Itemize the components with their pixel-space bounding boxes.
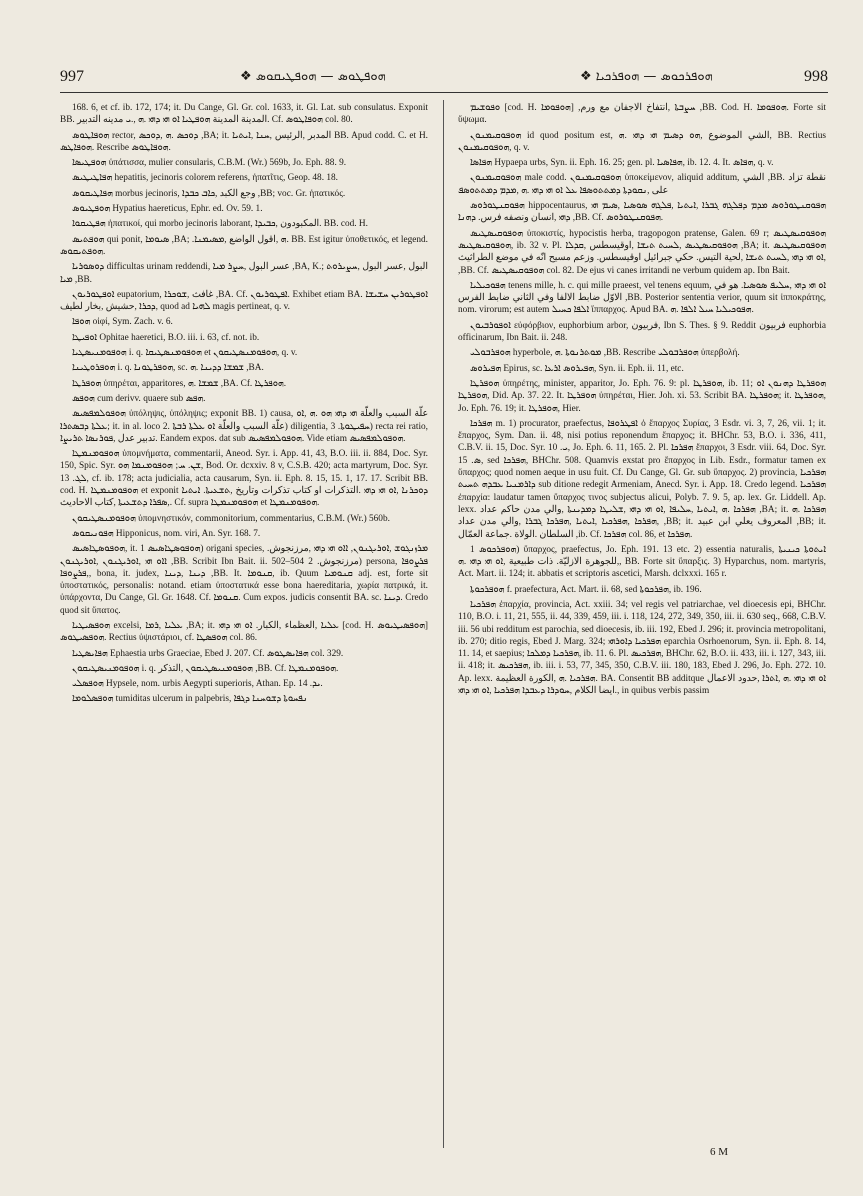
dictionary-entry: ܐܘܦܛܘܪܝܘܢ eupatorium, غافث ,ܫܘܟܪܐ ,BA. Cf. ܐܦܛܘܪܝܘܢ. Exhibet etiam BA. ܐܘܦܛܘܪܝܢ ܚܫܝܫܐ ܕܟܪܐ ,حشيش ,بخار لطيف, quod ad ܠܗܝܐ magis pertineat, q. v. [60, 289, 428, 313]
right-page-number: 998 [804, 68, 828, 85]
dictionary-entry: ܗܘܦܘܩܝܡܢܘܢ male codd. ܗܘܦܘܩܝܡܢܘܢ ὑποκείμενον, aliquid additum, الشي ,BB. نقطة تزاد على ,ܢܩܘܕܬܐ ܕܡܬܬܘܣܦܐ ܥܠ ܐܘ ܗܝ ܕܗܝ .ܗ ,ܡܕܡ ܕܡܬܬܘܣܦ [458, 173, 827, 196]
dictionary-entry: ܗܘܦܘܩܝܡܢܘܢ id quod positum est, الشي الموضوع ,ܗܘ ܕܣܝܡ ܗܝ ܕܗܝ .ܗ, BB. Rectius ܗܘܦܘܩܝܡܢܘܢ, q. v. [458, 130, 827, 153]
dictionary-entry: ܗܘܦܘܩܝܣܛܝܣ ὑποκιστίς, hypocistis herba, tragopogon pratense, Galen. 69 r; ܗܘܦܘܩܝܣܛܝܣ ,ܗܘܦܘܩܝܣܛܝܣ ib. 32 v. Pl. ܗܘܦܘܩܝܣܛܝܣ ,ܠܚܝܬ ܬܝܫܐ ,اوقيسطس ,ܩܕܠܐ ,BA; it. ܗܘܦܘܩܝܣܛܝܣ ,ܐܘ ܗܝ ܕܗܝ ,ܠܚܝܬ ܬܝܫܐ ,لحية التيس. حكي جبرائيل اوقيسطس. وزعم مسيح انّه في موضع الطراثيث ,BB. Cf. ܗܘܦܘܩܝܣܛܝܣ col. 82. De ejus vi canes irritandi ne verbum quidem ap. Ibn Bait. [458, 228, 826, 276]
dictionary-entry: ܗܘܦܣܠܘܡܐ tumiditas ulcerum in palpebris, ܢܦܚܘܬܐ ܕܫܘܚܢܐ ܕܓܦܐ [72, 694, 308, 705]
dictionary-entry: ܐܘܦܘܪܒܝܘܢ εὐφόρβιον, euphorbium arbor, فربيون, Ibn S. Thes. § 9. Reddit فربيون euphorbia officinarum, Ibn Bait. ii. 248. [458, 320, 827, 344]
dictionary-entry: ܗܘܦܘܣܛܐܣܝܣ, it. ܗܘܦܘܣܛܐܣܝܣ 1) origani species, ܡܪܙܢܓܘܫ ,ܐܘܪܝܓܢܘܢ, ܐܐܘ ܗܝ ܕܗܝ ,مرزنجوش. ܐܐܘ ܗܝ ,ܐܘܪܝܓܢܘܢ ,ܐܘܪܝܓܢܘܢ ,BB. Scribit Ibn Bait. ii. 502–504 مرزنجوش. 2) persona, ܦܪܨܘܦܐ ,ܦܪܨܘܦܐ, bona, it. judex, ܕܝܢܐ ,ܕܝܢܐ ,BB. It. ܩܢܘܡܐ, ib. Quum ܩܢܘܡܝܐ adj. est, forte sit ὑποστατικός, personalis: notand. etiam ὑποστατικά esse bona haereditaria, χωρία πατρικά, it. ὑπάρχοντα, Du Cange, Gl. Gr. 1648. Cf. ܩܢܘܡܐ. Cum expos. judicis consentit BA. sc. ܕܝܢܐ. Credo quod sit ὕπατος. [60, 544, 428, 616]
dictionary-entry: ܗܦܛܝܩܘܐ ἡπατικοί, qui morbo jecinoris laborant, المكبودون ,ܟܒܝܕܐ. BB. cod. H. [72, 219, 368, 230]
dictionary-entry: ܗܘܦܪܘܛܝܢܐ i. q. ܗܘܦܪܛܘܢܐ, sc. ܫܡܫܐ ܕܕܝܢܐ .ܗ ,BA. [72, 363, 264, 374]
left-page-number: 997 [60, 68, 84, 85]
dictionary-entry: ܗܘܦܛܝܣܐ ὑπάτισσα, mulier consularis, C.B.M. (Wr.) 569b, Jo. Eph. 88. 9. [72, 158, 347, 169]
dictionary-entry: ܗܦܐܛܝܛܝܣ hepatitis, jecinoris colorem referens, ἡπατῖτις, Geop. 48. 18. [72, 173, 338, 184]
dictionary-entry: ܗܘܦܪܛܐ ὑπηρέται, apparitores, ܫܡܫܐ .ܗ ,BA. Cf. ܗܘܦܪܛܐ. [72, 378, 287, 389]
dictionary-entry: ܗܘܦܛܝܘܣ Hypatius haereticus, Ephr. ed. Ov. 59. 1. [72, 204, 263, 215]
dictionary-entry: ܗܦܘܟܝܠܝܐ tenens mille, h. c. qui mille praeest, vel tenens equum, ܐܘ ܗܝ ܕܗܝ ,ܚܠܝܦ ܣܘܣܝܐ. هو في الاوّل ضابط الالفا وفي الثاني ضابط الفرس ,BB. Posterior sententia verior, quum sit ἱπποκράτης, nom. virorum; est autem ܐܠܦܐ ܟܚܝܠ ἵππαρχος. Apud BA. ܗܦܘܟܝܠܝܐ ܚܝܠ ܐܠܦܐ .ܗ. [458, 280, 826, 316]
dictionary-entry: ܗܦܐܛܝܩܘܣ morbus jecinoris, وجع الكبد ,ܟܐܒ ܟܒܕܐ ,BB; voc. Gr. ἡπατικός. [72, 188, 346, 199]
header-rule [60, 92, 828, 93]
dictionary-entry: ܗܦܐܝܣܛܝܐ Ephaestia urbs Graeciae, Ebed J. 207. Cf. ܗܦܐܝܣܛܘܣ col. 329. [72, 648, 344, 659]
dictionary-entry: ܗܘܦܪܒܘܠܝ hyperbole, ܡܘܬܪܢܘܬܐ .ܗ ,BB. Rescribe ܗܘܦܪܒܘܠܝ ὑπερβολή. [470, 348, 740, 359]
dictionary-entry: ܗܦܝܪܘܣ Epirus, sc. ܗܦܝܪܘܣ ܐܪܥܐ, Syn. ii. Eph. ii. 11, etc. [470, 363, 684, 374]
dictionary-entry: ܗܦܘܩܢܛܘܪܘܣ hippocentaurus, ܗܦܘܩܢܛܘܪܘܣ ܡܕܡ ܕܦܠܓܗ ܓܒܪܐ ,ܐܝܬܝܐ ,ܦܠܓܗ ܣܘܣܝܐ ,ܣܝܡ ܗܝ ܕܗܝ ,انسان ونصفه فرس. ܕܗܢܐ ,BB. Cf. ܗܦܘܩܢܛܘܪܘܣ. [458, 201, 826, 224]
dictionary-entry: ܗܘܦܪܛܐ ὑπηρέτης, minister, apparitor, Jo. Eph. 76. 9: pl. ܗܘܦܪܛܐ, ib. 11; ܗܘܦܪܛܐ ܕܗܢܘܢ ܐܘ ܗܘܦܪܛܐ, Did. Ap. 37. 22. It. ܗܘܦܪܛܐ ὑπηρέται, Hier. Joh. xi. 53. Scribit BA. ܗܘܦܪܛܐ; it. ܗܘܦܪܛܐ, Jo. Eph. 76. 19; it. ܗܘܦܪܛܐ, Hier. [458, 378, 827, 414]
column-divider [443, 100, 444, 1148]
dictionary-entry: ܗܘܦܣܠܝ Hypsele, nom. urbis Aegypti superioris, Athan. Ep. ܝܕ. 14. [72, 679, 323, 690]
dictionary-entry: ܐܘܦܝܛܐ Ophitae haeretici, B.O. iii. i. 63, cf. not. ib. [72, 332, 260, 343]
dictionary-entry: ܗܘܦܪܟܘܬܐ f. praefectura, Act. Mart. ii. 68, sed ܗܦܪܟܘܬܐ, ib. 196. [470, 584, 702, 595]
dictionary-entry: ܗܘܦܬܝܣ qui ponit, ܣܝܘܡܐ ,BA; .ܗ ,اقول الواضع ,ܡܣܝܡܢܐ. BB. Est igitur ὑποθετικός, et legend. ܗܘܦܬܝܩܘܣ. [60, 234, 428, 257]
dictionary-entry: ܗܘܦܘܠܡܦܣܝܣ ὑπόληψις, ὑπόληψις; exponit BB. 1) causa, علّة السبب والعلّة ܗܝ ܕܗܝ ܗܘ .ܗ ,ܐܘ ܥܠܬܐ ܕܒܣܬܪܐ; it. in al. loco علّة السبب والعلّة ܐܘ ܥܠܬܐ ܪܒܬܐ .2) diligentia, ܚܦܝܛܘܬܐ. 3) recta rei ratio, تدبير عدل ,ܦܘܪܢܣܐ ܬܪܝܨܐ. Eandem expos. dat sub ܗܘܦܘܠܡܦܣܝܣ. Vide etiam ܗܘܦܘܠܡܦܣܝܣ. [60, 409, 428, 444]
left-column [60, 102, 428, 709]
dictionary-entry: ܕܘܣܘܪܝܐ difficultas urinam reddendi, عسر البول ,ܚܨܪ ܡܝܐ ,BA, K.; البول ,عسر البول ,ܚܨܝܪܘܬ ܡܝܐ ,BB. [60, 262, 428, 285]
signature-mark: 6 M [710, 1146, 729, 1158]
right-column [458, 102, 826, 700]
dictionary-page [60, 66, 828, 1166]
dictionary-entry: ܗܦܐܣܐ Hypaepa urbs, Syn. ii. Eph. 16. 25; gen. pl. ܗܦܐܣܝܐ, ib. 12. 4. It. ܗܦܐܣ, q. v. [470, 158, 774, 169]
dictionary-entry: ܗܘܦܪܟܘܣ 1) ὕπαρχος, praefectus, Jo. Eph. 191. 13 etc. 2) essentia naturalis, ܐܝܬܘܬܐ ܟܝܢܝܬܐ ,للجوهرة الازليّة. ذات طبيعية ,ܐܘ ܗܝ ܕܗܝ .ܗ, BB. Forte sit ὕπαρξις. 3) Hyparchus, nom. martyris, Act. Mart. ii. 124; it. abbatis et scriptoris ascetici, Marsh. dclxxxi. 165 r. [458, 544, 827, 580]
dictionary-entry: 168. 6, et cf. ib. 172, 174; it. Du Cange, Gl. Gr. col. 1633, it. Gl. Lat. sub consulatus. Exponit BB. المدينة المدينة ܗܘܦܛܝܐ ܐܘ ܗܝ ܕܗܝ .ܗ ,.ܝ مدينه التدبير. Cf. ܗܘܦܐܛܘܣ col. 80. [60, 103, 428, 126]
dictionary-entry: ܗܦܪܟܝܐ ἐπαρχία, provincia, Act. xxiii. 34; vel regis vel patriarchae, vel dioecesis epi, BHChr. 110, B.O. i. 11, 21, 555, ii. 44, 339, 459, iii. i. 118, 124, 272, 349, 350, iii. ii. 630 seq., 668, C.B.V. iii. 56 ubi redditum est parochia, sed dioecesis, ib. iii. 192, Ebed J. 296; it. provincia metropolitani, ib. 270; ditio regis, Ebed J. Marg. 324; ܗܦܪܟܝܐ ܕܐܘܪܗܝ eparchia Osrhoenorum, Syn. ii. Eph. 8. 14, 11. 14, et saepius; ܗܦܪܟܝܐ ܕܡܠܟܐ, ib. 11. 6. Pl. ܗܦܪܟܝܣ, BHChr. 62, B.O. ii. 433, iii. i. 127, 343, iii. ii. 418; it. ܗܦܪܟܝܣ, ib. iii. i. 53, 77, 345, 350, C.B.V. iii. 180, 183, Ebed J. 296, Jo. Eph. 272. 10. Ap. lexx. ܗܦܪܟܝܐ .ܗ ,الكورة العظيمة. BA. Consentit BB additque ܐܘ ܗܝ ܕܗܝ .ܗ ,ܐܬܪܐ ,حدود الاعمال .ايضا الكلام ,ܚܘܕܪܐ ܕܥܒܕܐ ܗܦܪܟܝܐ ,ܐܘ ܗܝ ܕܗܝ, in quibus verbis passim [458, 599, 827, 697]
right-running-head: ܗܘܦܪܟܘܣ — ܗܘܦܪܟܝܐ ❖ [580, 69, 713, 84]
dictionary-entry: ܗܦܘܢܝܩܘܣ Hipponicus, nom. viri, An. Syr. 168. 7. [72, 528, 261, 539]
dictionary-entry: ܗܘܦܘܡܢܣܛܝܩܘܢ ὑπομνηστικόν, commonitorium, commentarius, C.B.M. (Wr.) 560b. [72, 513, 390, 524]
dictionary-entry: ܗܦܪܟܐ m. 1) procurator, praefectus, ܐܦܛܪܘܦܐ ὁ ἔπαρχος Συρίας, 3 Esdr. vi. 3, 7, 26, vii. 1; it. ἔπαρχος, Sym. Dan. ii. 48, nisi potius reponendum ἔπαρχος; it. BHChr. 53, B.O. i. 336, 411, C.B.V. ii. 15, Doc. Syr. ܝ. 10, Jo. Eph. 6. 11, 165. 2. Pl. ܗܦܪܟܐ ἔπαρχοι, 3 Esdr. viii. 64, Doc. Syr. ܣ. 15, sed ܗܦܪܟܐ, BHChr. 508. Quamvis exstat pro ἔπαρχος in Lib. Esdr., formatur tamen ex ὕπαρχος; quod nomen aeque in usu fuit. Cf. Du Cange, Gl. Gr. sub ὕπαρχος. 2) provincia, ܗܦܪܟܝܐ ܕܐܪܡܢܝܐ ܥܒܕܗ ܬܚܝܬ sub ditione redegit Armeniam, Anecd. Syr. i. App. 18. Credo legend. ܗܦܪܟܝܐ ἐπαρχία: laudatur tamen ὕπαρχος τινος subjectus alicui, Polyb. 7. 9. 5, ap. lex. Gr. Liddell. Ap. lexx. ܗܦܪܟܐ .ܗ ,ܐܝܬܝܐ ,ܚܠܝܦܐ ,ܐܘ ܗܝ ܕܗܝ ,ܫܠܝܛܐ ܕܡܕܝܢܬܐ ,والي مدن حاكم عداد ,BA; it. ܗܦܪܟܐ .ܗ ,ܗܦܪܟܐ ,ܗܦܪܟܝܐ ,ܐܝܬܝܐ ,ܗܦܪܟܐ ܓܒܪܐ ,والي مدن عداد ,BB; it. المعروف يعلي ابن عبيد ,BB; it. السلطان .الولاة .جماعة العمّال ,ib. Cf. ܗܦܪܟܐ col. 86, et ܗܦܪܟܐ. [458, 418, 827, 540]
dictionary-entry: ܗܘܦܣ cum derivv. quaere sub ܗܦܣ. [72, 393, 206, 404]
dictionary-entry: ܗܘܦܐܛܘܣ rector, ܕܘܟܣ .ܗ ,ܕܘܟܣ ,BA; it. المدبر ,الرئيس ,ܚܢܐ ,ܐܝܬܝܐ BB. Apud codd. C. et H. ܗܘܦܐܛܣ. Rescribe ܗܘܦܐܛܘܣ. [60, 130, 428, 153]
dictionary-entry: ܗܘܦܘܡܢܝܣܛܝܐ i. q. ܗܘܦܘܡܢܣܛܝܩܐ et ܗܘܦܘܡܢܣܛܝܩܘܢ, q. v. [72, 348, 298, 359]
dictionary-entry: ܘܦܘܫܝܡ [cod. H. ܗܘܦܘܡܐ] ,ܚܨܒܬܐ ,انتفاخ الاجفان مع ورم ,BB. Cod. H. ܗܘܦܘܡܐ. Forte sit ὕψωμα. [458, 103, 826, 126]
left-running-head: ܗܘܦܛܘܣ — ܗܘܦܛܝܩܘܣ ❖ [240, 69, 386, 84]
dictionary-entry: ܗܘܦܘܡܢܝܣܛܝܩܘܢ i. q. ܗܘܦܘܡܢܝܣܛܝܩܘܢ ,التذكر ,BB. Cf. ܗܘܦܘܡܢܡܛܐ. [72, 663, 339, 674]
dictionary-entry: ܗܘܦܐ οἰφί, Sym. Zach. v. 6. [72, 317, 173, 328]
page-header [60, 66, 828, 92]
dictionary-entry: ܗܘܦܘܡܢܡܛܐ ὑπομνήματα, commentarii, Aneod. Syr. i. App. 41, 43, B.O. iii. ii. 884, Doc. Syr. 150, Spic. Syr. ܫܢ. ܚ; ܗܘܦܘܡܢܡܐ ܗܘ, Bod. Or. dcxxiv. 8 v, C.S.B. 420; acta martyrum, Doc. Syr. ܠܓ. 13, cf. ib. 178; acta judicialia, acta causarum, Syn. ii. Eph. 8. 15, 15. 1, 17. 17. Scribit BB. cod. H. ܗܘܦܘܡܢܡܛܐ et exponit ܕܘܟܪܢܐ ,ܐܘ ܗܝ ܕܗܝ .التذكرات او كتاب تذكرات وتاريخ ,ܬܫܥܝܬܐ. ܐܝܬܝܐ ,ܣܦܪܐ ܕܬܫܥܝܬܐ ,كتاب الاحاديث. Cf. supra ܗܘܦܘܡܢܡܛܐ et ܗܘܦܘܡܢܡܛܐ. [60, 449, 428, 509]
dictionary-entry: ܗܘܦܣܝܛܝܐ excelsi, ܥܠܝܐ ,ܪܡܐ ,BA; it. ܥܠܝܐ ,العظماء ,الكبار. ܐܘ ܗܝ ܕܗܝ [cod. H. ܗܘܦܣܝܛܝܘܣ] ܗܘܦܣܝܛܘܣ. Rectius ὑψιστάριοι, cf. ܗܘܦܣܛܐ col. 86. [60, 620, 429, 644]
